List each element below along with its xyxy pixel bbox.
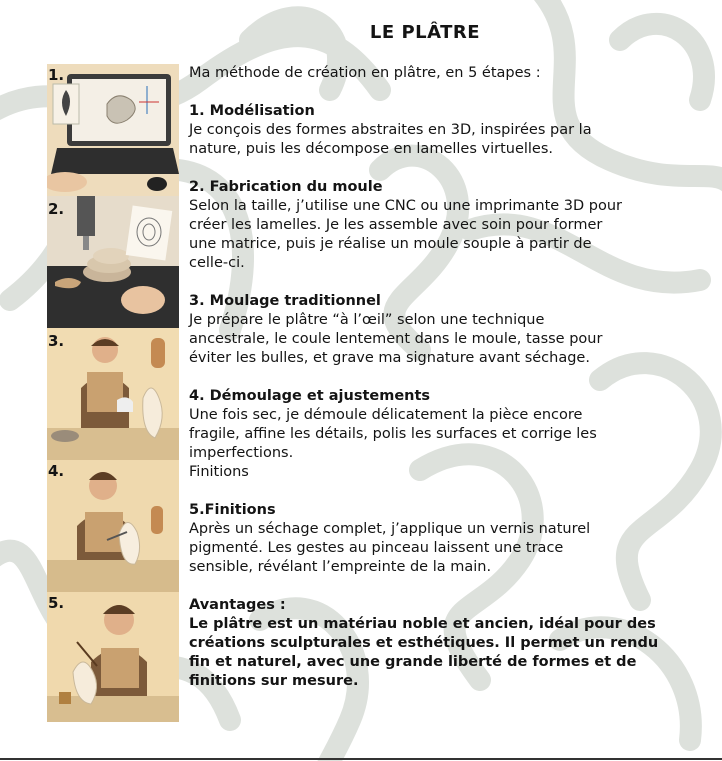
section-heading-finitions: 5.Finitions [189,502,276,518]
section-text-line: éviter les bulles, et grave ma signature avant séchage. [189,350,590,366]
advantages-text-line: Le plâtre est un matériau noble et ancien, idéal pour des [189,616,656,632]
section-heading-demoulage: 4. Démoulage et ajustements [189,388,431,404]
section-text-line: celle-ci. [189,255,245,271]
step-number-4: 4. [48,462,65,480]
section-heading-modelisation: 1. Modélisation [189,103,315,119]
section-text-line: Je prépare le plâtre “à l’œil” selon une technique [189,312,545,328]
section-text-line: sensible, révélant l’empreinte de la main. [189,559,492,575]
advantages-text-line: finitions sur mesure. [189,673,359,689]
section-text-line: Selon la taille, j’utilise une CNC ou une imprimante 3D pour [189,198,623,214]
section-text-line: ancestrale, le coule lentement dans le moule, tasse pour [189,331,603,347]
section-text-line: Une fois sec, je démoule délicatement la pièce encore [189,407,583,423]
section-heading-fabrication: 2. Fabrication du moule [189,179,383,195]
intro-text: Ma méthode de création en plâtre, en 5 étapes : [189,65,541,81]
section-heading-moulage: 3. Moulage traditionnel [189,293,381,309]
section-text-line: imperfections. [189,445,294,461]
section-text-line: Après un séchage complet, j’applique un vernis naturel [189,521,591,537]
section-text-line: une matrice, puis je réalise un moule souple à partir de [189,236,592,252]
section-text-line: créer les lamelles. Je les assemble avec soin pour former [189,217,603,233]
step-number-1: 1. [48,66,65,84]
advantages-text-line: fin et naturel, avec une grande liberté de formes et de [189,654,637,670]
step-number-5: 5. [48,594,65,612]
cnc-mold-illustration [47,196,179,328]
content-column [189,64,679,691]
section-text-line: Je conçois des formes abstraites en 3D, inspirées par la [189,122,592,138]
bottom-divider [0,758,722,760]
pouring-plaster-illustration [47,328,179,460]
laptop-modeling-illustration [47,64,179,196]
section-text-line: nature, puis les décompose en lamelles virtuelles. [189,141,554,157]
step-number-3: 3. [48,332,65,350]
section-text-line: pigmenté. Les gestes au pinceau laissent une trace [189,540,564,556]
carving-plaster-illustration [47,460,179,592]
step-number-2: 2. [48,200,65,218]
painting-sculpture-illustration [47,592,179,722]
page-title: LE PLÂTRE [369,22,481,43]
advantages-text-line: créations sculpturales et esthétiques. Il permet un rendu [189,635,659,651]
section-text-line: fragile, affine les détails, polis les surfaces et corrige les [189,426,597,442]
section-heading-avantages: Avantages : [189,597,286,613]
section-text-line: Finitions [189,464,249,480]
